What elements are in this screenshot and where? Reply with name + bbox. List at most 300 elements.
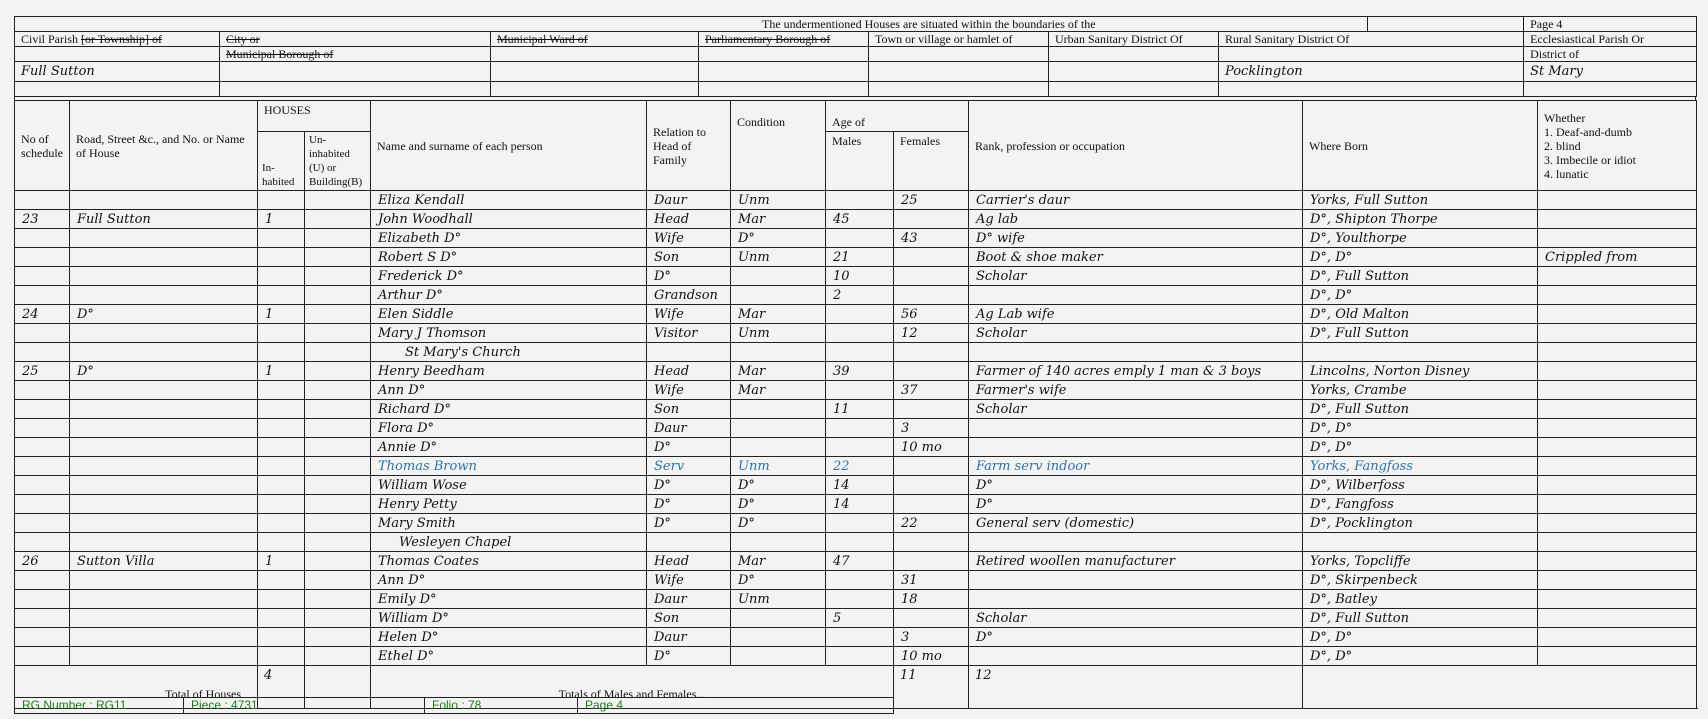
col-age-of: Age of: [826, 101, 969, 132]
occupation-cell: [969, 419, 1303, 438]
relation-cell: Son: [647, 609, 731, 628]
road-cell: [70, 400, 258, 419]
schedule-cell: [15, 381, 70, 400]
col-relation: Relation to Head of Family: [647, 101, 731, 191]
schedule-cell: [15, 457, 70, 476]
birthplace-cell: Yorks, Crambe: [1303, 381, 1538, 400]
females-age-cell: [894, 609, 969, 628]
condition-cell: [731, 609, 826, 628]
females-age-cell: [894, 343, 969, 362]
inhabited-cell: [258, 286, 305, 305]
females-age-cell: 37: [894, 381, 969, 400]
females-age-cell: 10 mo: [894, 438, 969, 457]
uninhabited-cell: [305, 267, 371, 286]
ecclesiastical-value: St Mary: [1524, 62, 1697, 82]
birthplace-cell: D°, D°: [1303, 286, 1538, 305]
birthplace-cell: D°, Pocklington: [1303, 514, 1538, 533]
table-row: [15, 552, 1697, 571]
females-age-cell: [894, 400, 969, 419]
males-age-cell: [826, 514, 894, 533]
page-label: Page 4: [1524, 17, 1697, 32]
uninhabited-cell: [305, 533, 371, 552]
condition-cell: [731, 533, 826, 552]
relation-cell: D°: [647, 476, 731, 495]
table-row: [15, 590, 1697, 609]
name-cell: Emily D°: [371, 590, 647, 609]
name-cell: St Mary's Church: [371, 343, 647, 362]
condition-cell: Mar: [731, 210, 826, 229]
condition-cell: [731, 438, 826, 457]
rural-district-value: Pocklington: [1219, 62, 1524, 82]
schedule-cell: [15, 400, 70, 419]
condition-cell: [731, 267, 826, 286]
road-cell: [70, 191, 258, 210]
name-cell: Robert S D°: [371, 248, 647, 267]
occupation-cell: D°: [969, 495, 1303, 514]
females-age-cell: 56: [894, 305, 969, 324]
males-age-cell: 21: [826, 248, 894, 267]
uninhabited-cell: [305, 438, 371, 457]
infirmity-cell: [1538, 457, 1697, 476]
table-row: [15, 229, 1697, 248]
occupation-cell: Scholar: [969, 267, 1303, 286]
condition-cell: Unm: [731, 324, 826, 343]
schedule-cell: 23: [15, 210, 70, 229]
city-label: City or: [220, 32, 491, 47]
town-label: Town or village or hamlet of: [869, 32, 1049, 47]
road-cell: [70, 381, 258, 400]
name-cell: Richard D°: [371, 400, 647, 419]
schedule-cell: [15, 191, 70, 210]
infirmity-cell: [1538, 229, 1697, 248]
condition-cell: Unm: [731, 590, 826, 609]
road-cell: [70, 476, 258, 495]
road-cell: [70, 533, 258, 552]
name-cell: William Wose: [371, 476, 647, 495]
schedule-cell: [15, 628, 70, 647]
piece-number: Piece : 4731: [184, 698, 425, 713]
table-row: [15, 495, 1697, 514]
uninhabited-cell: [305, 571, 371, 590]
name-cell: Thomas Brown: [371, 457, 647, 476]
birthplace-cell: Yorks, Fangfoss: [1303, 457, 1538, 476]
uninhabited-cell: [305, 419, 371, 438]
name-cell: Arthur D°: [371, 286, 647, 305]
uninhabited-cell: [305, 647, 371, 666]
relation-cell: Wife: [647, 229, 731, 248]
infirmity-cell: [1538, 495, 1697, 514]
table-row: [15, 533, 1697, 552]
table-row: [15, 324, 1697, 343]
name-cell: Elizabeth D°: [371, 229, 647, 248]
birthplace-cell: D°, Batley: [1303, 590, 1538, 609]
table-row: [15, 191, 1697, 210]
infirmity-cell: Crippled from: [1538, 248, 1697, 267]
condition-cell: [731, 343, 826, 362]
road-cell: [70, 495, 258, 514]
males-age-cell: 2: [826, 286, 894, 305]
name-cell: Wesleyen Chapel: [371, 533, 647, 552]
schedule-cell: [15, 438, 70, 457]
infirmity-cell: [1538, 400, 1697, 419]
col-whether: Whether 1. Deaf-and-dumb 2. blind 3. Imbecile or idiot 4. lunatic: [1538, 101, 1697, 191]
rg-number: RG Number : RG11: [15, 698, 184, 713]
males-age-cell: [826, 419, 894, 438]
road-cell: Full Sutton: [70, 210, 258, 229]
females-age-cell: 25: [894, 191, 969, 210]
males-age-cell: 14: [826, 495, 894, 514]
name-cell: Helen D°: [371, 628, 647, 647]
schedule-cell: [15, 267, 70, 286]
folio-number: Folio : 78: [425, 698, 578, 713]
road-cell: [70, 590, 258, 609]
females-age-cell: 3: [894, 628, 969, 647]
inhabited-cell: [258, 267, 305, 286]
infirmity-cell: [1538, 305, 1697, 324]
infirmity-cell: [1538, 324, 1697, 343]
occupation-cell: Farmer's wife: [969, 381, 1303, 400]
females-age-cell: 31: [894, 571, 969, 590]
condition-cell: Unm: [731, 457, 826, 476]
females-age-cell: 22: [894, 514, 969, 533]
name-cell: Flora D°: [371, 419, 647, 438]
road-cell: [70, 229, 258, 248]
relation-cell: Daur: [647, 191, 731, 210]
road-cell: [70, 628, 258, 647]
birthplace-cell: Yorks, Full Sutton: [1303, 191, 1538, 210]
birthplace-cell: D°, Skirpenbeck: [1303, 571, 1538, 590]
road-cell: [70, 343, 258, 362]
occupation-cell: General serv (domestic): [969, 514, 1303, 533]
table-row: [15, 400, 1697, 419]
col-schedule: No of schedule: [15, 101, 70, 191]
table-row: [15, 476, 1697, 495]
inhabited-cell: [258, 248, 305, 267]
schedule-cell: [15, 495, 70, 514]
relation-cell: Wife: [647, 381, 731, 400]
birthplace-cell: Lincolns, Norton Disney: [1303, 362, 1538, 381]
inhabited-cell: [258, 343, 305, 362]
males-age-cell: [826, 229, 894, 248]
relation-cell: D°: [647, 647, 731, 666]
infirmity-cell: [1538, 476, 1697, 495]
females-age-cell: 10 mo: [894, 647, 969, 666]
occupation-cell: [969, 533, 1303, 552]
males-age-cell: [826, 305, 894, 324]
relation-cell: Head: [647, 210, 731, 229]
females-age-cell: [894, 267, 969, 286]
table-row: [15, 571, 1697, 590]
inhabited-cell: [258, 609, 305, 628]
condition-cell: [731, 628, 826, 647]
table-row: [15, 343, 1697, 362]
relation-cell: Son: [647, 400, 731, 419]
occupation-cell: Farmer of 140 acres emply 1 man & 3 boys: [969, 362, 1303, 381]
road-cell: Sutton Villa: [70, 552, 258, 571]
schedule-cell: [15, 571, 70, 590]
males-age-cell: [826, 647, 894, 666]
relation-cell: Wife: [647, 571, 731, 590]
uninhabited-cell: [305, 191, 371, 210]
total-houses-label: Total of Houses: [15, 666, 258, 709]
col-uninhabited: Un- inhabited (U) or Building(B): [305, 132, 371, 191]
page-number: Page 4: [585, 698, 624, 712]
schedule-cell: [15, 229, 70, 248]
relation-cell: Serv: [647, 457, 731, 476]
name-cell: Frederick D°: [371, 267, 647, 286]
infirmity-cell: [1538, 191, 1697, 210]
birthplace-cell: D°, Full Sutton: [1303, 609, 1538, 628]
road-cell: D°: [70, 362, 258, 381]
inhabited-cell: [258, 457, 305, 476]
uninhabited-cell: [305, 248, 371, 267]
relation-cell: [647, 343, 731, 362]
uninhabited-cell: [305, 324, 371, 343]
occupation-cell: Carrier's daur: [969, 191, 1303, 210]
occupation-cell: [969, 286, 1303, 305]
col-road: Road, Street &c., and No. or Name of House: [70, 101, 258, 191]
col-occupation: Rank, profession or occupation: [969, 101, 1303, 191]
reference-footer: [14, 697, 894, 714]
schedule-cell: [15, 324, 70, 343]
birthplace-cell: [1303, 343, 1538, 362]
table-row: [15, 305, 1697, 324]
header-banner: The undermentioned Houses are situated within the boundaries of the: [491, 17, 1368, 32]
infirmity-cell: [1538, 552, 1697, 571]
uninhabited-cell: [305, 476, 371, 495]
schedule-cell: [15, 286, 70, 305]
condition-cell: Mar: [731, 552, 826, 571]
uninhabited-cell: [305, 229, 371, 248]
inhabited-cell: [258, 476, 305, 495]
road-cell: [70, 419, 258, 438]
occupation-cell: [969, 438, 1303, 457]
occupation-cell: Boot & shoe maker: [969, 248, 1303, 267]
ecclesiastical-label-1: Ecclesiastical Parish Or: [1524, 32, 1697, 47]
inhabited-cell: [258, 419, 305, 438]
district-header: [14, 16, 1697, 97]
name-cell: Annie D°: [371, 438, 647, 457]
col-name: Name and surname of each person: [371, 101, 647, 191]
schedule-cell: [15, 647, 70, 666]
relation-cell: Grandson: [647, 286, 731, 305]
birthplace-cell: D°, D°: [1303, 419, 1538, 438]
males-age-cell: 5: [826, 609, 894, 628]
uninhabited-cell: [305, 400, 371, 419]
inhabited-cell: [258, 191, 305, 210]
infirmity-cell: [1538, 438, 1697, 457]
males-age-cell: 45: [826, 210, 894, 229]
females-age-cell: [894, 533, 969, 552]
infirmity-cell: [1538, 267, 1697, 286]
females-age-cell: [894, 552, 969, 571]
schedule-cell: [15, 609, 70, 628]
relation-cell: Daur: [647, 590, 731, 609]
uninhabited-cell: [305, 628, 371, 647]
males-age-cell: [826, 381, 894, 400]
males-age-cell: [826, 628, 894, 647]
name-cell: Elen Siddle: [371, 305, 647, 324]
uninhabited-cell: [305, 286, 371, 305]
inhabited-cell: [258, 495, 305, 514]
total-females-value: 12: [969, 666, 1303, 709]
name-cell: Eliza Kendall: [371, 191, 647, 210]
name-cell: Mary Smith: [371, 514, 647, 533]
males-age-cell: 14: [826, 476, 894, 495]
uninhabited-cell: [305, 381, 371, 400]
table-row: [15, 419, 1697, 438]
occupation-cell: Retired woollen manufacturer: [969, 552, 1303, 571]
birthplace-cell: D°, Old Malton: [1303, 305, 1538, 324]
relation-cell: D°: [647, 438, 731, 457]
uninhabited-cell: [305, 609, 371, 628]
occupation-cell: D°: [969, 476, 1303, 495]
birthplace-cell: D°, Youlthorpe: [1303, 229, 1538, 248]
occupation-cell: [969, 571, 1303, 590]
table-row: [15, 286, 1697, 305]
table-row: [15, 381, 1697, 400]
census-sheet: [14, 16, 1696, 709]
schedule-cell: [15, 533, 70, 552]
inhabited-cell: [258, 590, 305, 609]
condition-cell: [731, 647, 826, 666]
name-cell: Mary J Thomson: [371, 324, 647, 343]
occupation-cell: D°: [969, 628, 1303, 647]
females-age-cell: 18: [894, 590, 969, 609]
uninhabited-cell: [305, 552, 371, 571]
name-cell: Henry Beedham: [371, 362, 647, 381]
males-age-cell: [826, 438, 894, 457]
inhabited-cell: 1: [258, 362, 305, 381]
rural-district-label: Rural Sanitary District Of: [1219, 32, 1524, 47]
road-cell: [70, 286, 258, 305]
inhabited-cell: [258, 647, 305, 666]
inhabited-cell: [258, 381, 305, 400]
occupation-cell: D° wife: [969, 229, 1303, 248]
condition-cell: [731, 286, 826, 305]
males-age-cell: 39: [826, 362, 894, 381]
occupation-cell: [969, 647, 1303, 666]
table-row: [15, 438, 1697, 457]
relation-cell: Head: [647, 362, 731, 381]
uninhabited-cell: [305, 514, 371, 533]
occupation-cell: [969, 590, 1303, 609]
females-age-cell: [894, 476, 969, 495]
schedule-cell: [15, 590, 70, 609]
infirmity-cell: [1538, 514, 1697, 533]
infirmity-cell: [1538, 286, 1697, 305]
males-age-cell: 47: [826, 552, 894, 571]
inhabited-cell: [258, 229, 305, 248]
col-males: Males: [826, 132, 894, 191]
uninhabited-cell: [305, 343, 371, 362]
table-row: [15, 514, 1697, 533]
census-table: [14, 100, 1697, 709]
schedule-cell: [15, 343, 70, 362]
inhabited-cell: 1: [258, 210, 305, 229]
birthplace-cell: D°, Fangfoss: [1303, 495, 1538, 514]
infirmity-cell: [1538, 381, 1697, 400]
relation-cell: Daur: [647, 628, 731, 647]
schedule-cell: [15, 476, 70, 495]
table-row: [15, 210, 1697, 229]
occupation-cell: Farm serv indoor: [969, 457, 1303, 476]
males-age-cell: [826, 533, 894, 552]
road-cell: [70, 267, 258, 286]
condition-cell: D°: [731, 571, 826, 590]
uninhabited-cell: [305, 590, 371, 609]
schedule-cell: [15, 248, 70, 267]
inhabited-cell: 1: [258, 305, 305, 324]
inhabited-cell: [258, 571, 305, 590]
relation-cell: D°: [647, 495, 731, 514]
males-age-cell: 22: [826, 457, 894, 476]
condition-cell: Mar: [731, 362, 826, 381]
males-age-cell: [826, 191, 894, 210]
ecclesiastical-label-2: District of: [1524, 47, 1697, 62]
birthplace-cell: D°, Shipton Thorpe: [1303, 210, 1538, 229]
birthplace-cell: D°, D°: [1303, 248, 1538, 267]
uninhabited-cell: [305, 495, 371, 514]
males-age-cell: [826, 571, 894, 590]
col-inhabited: In- habited: [258, 132, 305, 191]
infirmity-cell: [1538, 533, 1697, 552]
birthplace-cell: D°, D°: [1303, 628, 1538, 647]
schedule-cell: 24: [15, 305, 70, 324]
males-age-cell: 10: [826, 267, 894, 286]
relation-cell: [647, 533, 731, 552]
females-age-cell: [894, 495, 969, 514]
total-persons-label: Totals of Males and Females...: [371, 666, 894, 709]
schedule-cell: [15, 419, 70, 438]
civil-parish-label: Civil Parish [or Township] of: [15, 32, 220, 47]
municipal-borough-label: Municipal Borough of: [220, 47, 491, 62]
road-cell: [70, 324, 258, 343]
females-age-cell: [894, 457, 969, 476]
name-cell: William D°: [371, 609, 647, 628]
schedule-cell: 25: [15, 362, 70, 381]
relation-cell: Head: [647, 552, 731, 571]
uninhabited-cell: [305, 305, 371, 324]
relation-cell: Daur: [647, 419, 731, 438]
relation-cell: Son: [647, 248, 731, 267]
inhabited-cell: [258, 533, 305, 552]
condition-cell: [731, 400, 826, 419]
name-cell: Ann D°: [371, 381, 647, 400]
occupation-cell: [969, 343, 1303, 362]
infirmity-cell: [1538, 210, 1697, 229]
name-cell: John Woodhall: [371, 210, 647, 229]
total-males-value: 11: [894, 666, 969, 709]
name-cell: Ethel D°: [371, 647, 647, 666]
males-age-cell: [826, 343, 894, 362]
table-row: [15, 248, 1697, 267]
infirmity-cell: [1538, 571, 1697, 590]
condition-cell: Unm: [731, 191, 826, 210]
relation-cell: D°: [647, 267, 731, 286]
condition-cell: D°: [731, 476, 826, 495]
urban-district-label: Urban Sanitary District Of: [1049, 32, 1219, 47]
uninhabited-cell: [305, 210, 371, 229]
occupation-cell: Scholar: [969, 400, 1303, 419]
birthplace-cell: D°, Wilberfoss: [1303, 476, 1538, 495]
infirmity-cell: [1538, 590, 1697, 609]
uninhabited-cell: [305, 362, 371, 381]
relation-cell: D°: [647, 514, 731, 533]
condition-cell: [731, 419, 826, 438]
infirmity-cell: [1538, 362, 1697, 381]
col-born: Where Born: [1303, 101, 1538, 191]
